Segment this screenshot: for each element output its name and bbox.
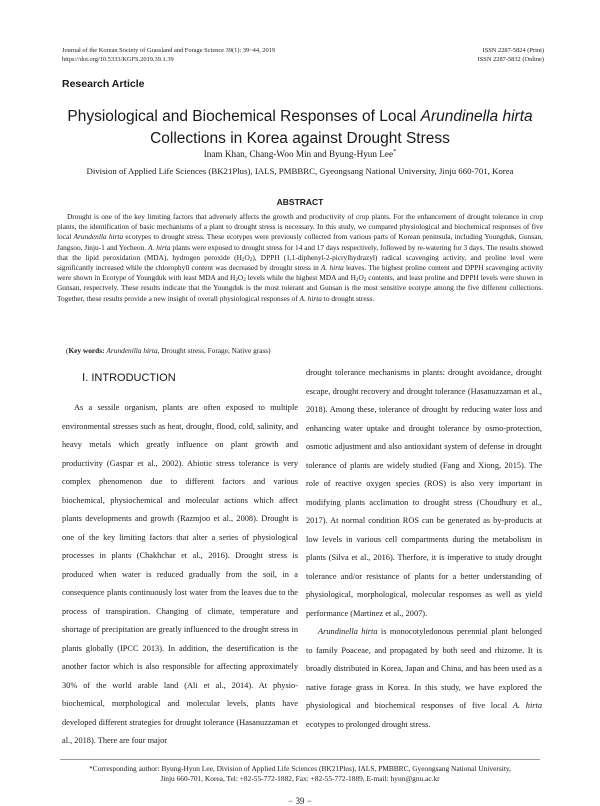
footnote-rule — [60, 759, 540, 760]
journal-citation: Journal of the Korean Society of Grassland and Forage Science 39(1): 39~44, 2019 — [62, 47, 276, 54]
keywords: (Key words: Arundenilla hirta, Drought stress, Forage, Native grass) — [66, 346, 271, 355]
section-heading-introduction: Ⅰ. INTRODUCTION — [82, 372, 176, 384]
authors: Inam Khan, Chang-Woo Min and Byung-Hyun Lee* — [203, 147, 397, 159]
affiliation: Division of Applied Life Sciences (BK21Plus), IALS, PMBBRC, Gyeongsang National University, Jinju 660-701, Korea — [86, 166, 514, 176]
title-line-2: Collections in Korea against Drought Stress — [150, 130, 450, 147]
abstract-heading: ABSTRACT — [276, 197, 324, 207]
issn-online: ISSN 2287-5832 (Online) — [477, 56, 544, 63]
doi-link[interactable]: https://doi.org/10.5333/KGFS.2019.39.1.39 — [62, 56, 174, 63]
abstract-body: Drought is one of the key limiting factors that adversely affects the growth and productivity of crop plants. For the enhancement of drought tolerance in crop plants, the identification of basic mechanisms of a plant to drought stress is necessary. In this study, we compared physiological and biochemical responses of five local Arundenlla hirta ecotypes to drought stress. These ecotypes were previously collected from various parts of Korean peninsula, including Youngduk, Gunsan, Jangsoo, Jinju-1 and Yecheon. A. hirta plants were exposed to drought stress for 14 and 17 days respectively, followed by re-watering for 3 days. The results showed that the lipid peroxidation (MDA), hydrogen peroxide $(H_2O_2)$, DPPH (1,1-diphenyl-2-picrylhydrazyl) radical scavenging activity, and proline level were significantly increased while the chlorophyll content was decreased by drought stress in A. hirta leaves. The highest proline content and DPPH scavenging activity were shown in Ecotype of Youngduk with least MDA and $H_2O_2$ levels while the highest MDA and $H_2O_2$ contents, and least proline and DPPH levels were shown in Gunsan, respectvely. These results indicate that the Youngduk is the most tolerant and Gunsan is the most sensitive ecotype among the five different collections. Together, these results provide a new insight of overall physiological responses of A. hirta to drought stress. — [57, 212, 544, 303]
intro-paragraph-3: Arundinella hirta is monocotyledonous perennial plant belonged to family Poaceae, and propagated by both seed and rhizome. It is broadly distributed in Korea, Japan and China, and has been used as a native forage grass in Korea. In this study, we have explored the physiological and biochemical responses of five local A. hirta ecotypes to prolonged drought stress. — [306, 627, 542, 729]
left-column — [62, 399, 298, 751]
intro-paragraph-1: As a sessile organism, plants are often exposed to multiple environmental stresses such as heat, drought, flood, cold, salinity, and heavy metals which greatly influence on plant growth and productivity (Gaspar et al., 2002). Abiotic stress tolerance is very complex phenomenon due to different factors and various biochemical, physiochemical and molecular actions which affect plants developments and growth (Razmjoo et al., 2008). Drought is one of the key limiting factors that alter a series of physiological processes in plants (Chakhchar et al., 2016). Drought stress is produced when water is reduced gradually from the soil, in a consequence plants continuously lost water from the leaves due to the process of transpiration. Changing of climate, temperature and shortage of precipitation are greatly influenced to the drought stress in plants globally (IPCC 2013). In addition, the desertification is the another factor which is also responsible for affecting approximately 30% of the world arable land (Ali et al., 2014). At physio-biochemical, morphological and molecular levels, plants have developed different strategies for drought tolerance (Hasanuzzaman et al., 2018). There are four major — [62, 403, 298, 745]
title-line-1: Physiological and Biochemical Responses of Local Arundinella hirta — [67, 108, 533, 125]
right-column — [306, 364, 542, 734]
intro-paragraph-2: drought tolerance mechanisms in plants: drought avoidance, drought escape, drought recovery and drought tolerance (Hasanuzzaman et al., 2018). Among these, tolerance of drought by reducing water loss and enhancing water uptake and drought tolerance by osmo-protection, osmotic adjustment and also antioxidant system of defense in drought tolerance of plants are widely studied (Fang and Xiong, 2015). The role of reactive oxygen species (ROS) is also very important in modifying plants acclimation to drought stress (Choudhury et al., 2017). At normal condition ROS can be generated as by-products at low levels in various cell compartments during the metabolism in plants (Silva et al., 2016). Therfore, it is imperative to study drought tolerance and/or resistance of plants for a better understanding of physiological, morphological, molecular responses as well as yield performance (Martinez et al., 2007). — [306, 368, 542, 618]
corresponding-mark: * — [393, 147, 397, 155]
article-type: Research Article — [62, 78, 145, 90]
corresponding-author-footnote: *Corresponding author: Byung-Hyun Lee, Division of Applied Life Sciences (BK21Plus), IALS, PMBBRC, Gyeongsang National University, Jinju 660-701, Korea, Tel: +82-55-772-1882, Fax: +82-55-772-1889, E-mail: hyun@gnu.ac.kr — [89, 764, 511, 783]
issn-print: ISSN 2287-5824 (Print) — [482, 47, 544, 54]
page-number: − 39 − — [288, 796, 312, 806]
